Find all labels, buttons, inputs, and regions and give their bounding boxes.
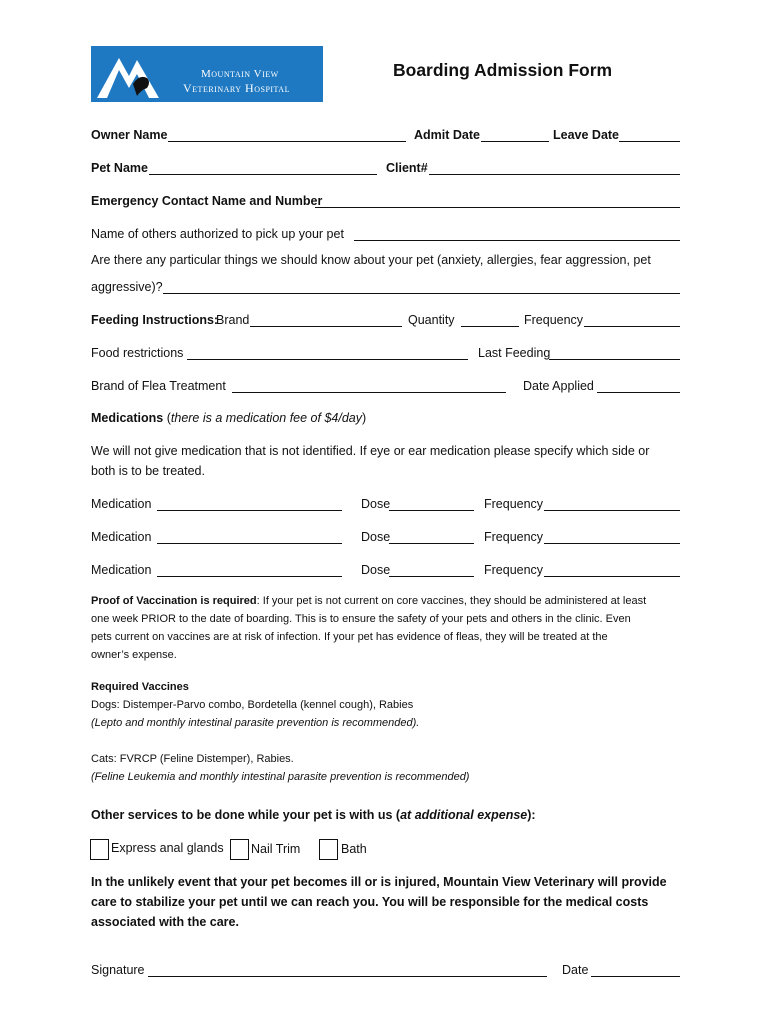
dose-label: Dose	[361, 497, 391, 511]
medication-label: Medication	[91, 530, 152, 544]
owner-row	[91, 126, 680, 144]
date-applied-field[interactable]	[597, 392, 680, 393]
express-anal-glands-checkbox[interactable]	[90, 839, 109, 860]
pet-row	[91, 159, 680, 177]
dogs-note: Lepto and monthly intestinal parasite prevention is recommended).	[94, 717, 420, 729]
leave-date-field[interactable]	[619, 141, 680, 142]
medication-note-end: both is to be treated.	[91, 464, 205, 478]
date-field[interactable]	[591, 976, 680, 977]
signature-row	[91, 961, 680, 979]
bath-checkbox[interactable]	[319, 839, 338, 860]
flea-brand-field[interactable]	[232, 392, 506, 393]
dose-label: Dose	[361, 563, 391, 577]
particular-field[interactable]	[163, 293, 680, 294]
owner-name-field[interactable]	[168, 141, 406, 142]
feeding-frequency-label: Frequency	[524, 313, 584, 327]
pet-name-field[interactable]	[149, 174, 377, 175]
feeding-brand-field[interactable]	[250, 326, 402, 327]
medications-heading: Medications (there is a medication fee of $4/day)	[91, 411, 367, 425]
flea-row	[91, 377, 680, 395]
illness-line-1: In the unlikely event that your pet becomes ill or is injured, Mountain View Veterinary will provide	[91, 875, 667, 889]
food-restrictions-label: Food restrictions	[91, 346, 184, 360]
medication-label: Medication	[91, 497, 152, 511]
medication-row	[91, 495, 680, 513]
feeding-row	[91, 311, 680, 329]
medication-field[interactable]	[157, 576, 342, 577]
last-feeding-label: Last Feeding	[478, 346, 551, 360]
required-vaccines: Required Vaccines Dogs: Distemper-Parvo combo, Bordetella (kennel cough), Rabies (Lepto and monthly intestinal parasite prevention is recommended).	[91, 678, 681, 732]
medication-row	[91, 561, 680, 579]
client-number-field[interactable]	[429, 174, 680, 175]
frequency-label: Frequency	[484, 530, 544, 544]
particular-row-2	[91, 278, 680, 296]
illness-line-2: care to stabilize your pet until we can reach you. You will be responsible for the medical costs	[91, 895, 649, 909]
illness-paragraph	[91, 872, 681, 932]
medication-fee: there is a medication fee of $4/day	[170, 411, 362, 425]
services-expense: at additional expense	[400, 808, 528, 822]
signature-label: Signature	[91, 963, 145, 977]
dose-field[interactable]	[389, 510, 474, 511]
services-heading	[91, 806, 680, 824]
frequency-label: Frequency	[484, 563, 544, 577]
frequency-field[interactable]	[544, 543, 680, 544]
logo-line-2: Veterinary Hospital	[183, 81, 290, 95]
feeding-quantity-label: Quantity	[408, 313, 455, 327]
cats-vaccines-block	[91, 750, 681, 786]
mountain-logo-icon	[95, 50, 175, 100]
feeding-frequency-field[interactable]	[584, 326, 680, 327]
medication-label: Medication	[91, 563, 152, 577]
feeding-quantity-field[interactable]	[461, 326, 519, 327]
emergency-contact-label: Emergency Contact Name and Number	[91, 194, 323, 208]
client-number-label: Client#	[386, 161, 428, 175]
dose-label: Dose	[361, 530, 391, 544]
medication-field[interactable]	[157, 510, 342, 511]
dogs-vaccines: Dogs: Distemper-Parvo combo, Bordetella (kennel cough), Rabies	[91, 699, 414, 711]
medication-note: We will not give medication that is not identified. If eye or ear medication please specify which side or	[91, 444, 650, 458]
medication-row	[91, 528, 680, 546]
particular-row-1	[91, 251, 680, 269]
vaccination-required-label: Proof of Vaccination is required	[91, 595, 257, 607]
flea-brand-label: Brand of Flea Treatment	[91, 379, 226, 393]
med-note-row-2	[91, 462, 680, 480]
authorized-row	[91, 225, 680, 243]
frequency-label: Frequency	[484, 497, 544, 511]
dose-field[interactable]	[389, 576, 474, 577]
admit-date-label: Admit Date	[414, 128, 480, 142]
date-applied-label: Date Applied	[523, 379, 594, 393]
food-restrictions-field[interactable]	[187, 359, 468, 360]
cats-note: (Feline Leukemia and monthly intestinal parasite prevention is recommended)	[91, 771, 470, 783]
logo-line-1: Mountain View	[201, 68, 279, 80]
vaccination-text-2: one week PRIOR to the date of boarding. This is to ensure the safety of your pets and others in the clinic. Even	[91, 613, 631, 625]
illness-line-3: associated with the care.	[91, 915, 239, 929]
express-anal-glands-label: Express anal glands	[111, 841, 224, 855]
frequency-field[interactable]	[544, 576, 680, 577]
services-end: ):	[527, 808, 536, 822]
authorized-label: Name of others authorized to pick up your pet	[91, 227, 344, 241]
frequency-field[interactable]	[544, 510, 680, 511]
vaccination-text-4: owner’s expense.	[91, 649, 177, 661]
medication-field[interactable]	[157, 543, 342, 544]
nail-trim-label: Nail Trim	[251, 842, 301, 856]
required-vaccines-heading: Required Vaccines	[91, 681, 189, 693]
feeding-brand-label: Brand	[216, 313, 250, 327]
form-title: Boarding Admission Form	[393, 60, 613, 80]
nail-trim-checkbox[interactable]	[230, 839, 249, 860]
last-feeding-field[interactable]	[549, 359, 680, 360]
authorized-field[interactable]	[354, 240, 680, 241]
signature-field[interactable]	[148, 976, 547, 977]
emergency-row	[91, 192, 680, 210]
particular-question: Are there any particular things we should know about your pet (anxiety, allergies, fear aggression, pet	[91, 253, 651, 267]
hospital-logo	[91, 46, 323, 102]
cats-vaccines: Cats: FVRCP (Feline Distemper), Rabies.	[91, 753, 294, 765]
bath-label: Bath	[341, 842, 367, 856]
vaccination-text-1: : If your pet is not current on core vaccines, they should be administered at least	[256, 595, 647, 607]
food-row	[91, 344, 680, 362]
particular-question-end: aggressive)?	[91, 280, 163, 294]
leave-date-label: Leave Date	[553, 128, 620, 142]
services-label: Other services to be done while your pet is with us (	[91, 808, 401, 822]
vaccination-text-3: pets current on vaccines are at risk of infection. If your pet has evidence of fleas, they will be treated at the	[91, 631, 608, 643]
feeding-label: Feeding Instructions:	[91, 313, 219, 327]
vaccination-paragraph	[91, 592, 681, 664]
pet-name-label: Pet Name	[91, 161, 148, 175]
admit-date-field[interactable]	[481, 141, 549, 142]
owner-name-label: Owner Name	[91, 128, 168, 142]
emergency-contact-field[interactable]	[315, 207, 680, 208]
dose-field[interactable]	[389, 543, 474, 544]
med-note-row-1	[91, 442, 680, 460]
medications-label: Medications	[91, 411, 164, 425]
date-label: Date	[562, 963, 589, 977]
